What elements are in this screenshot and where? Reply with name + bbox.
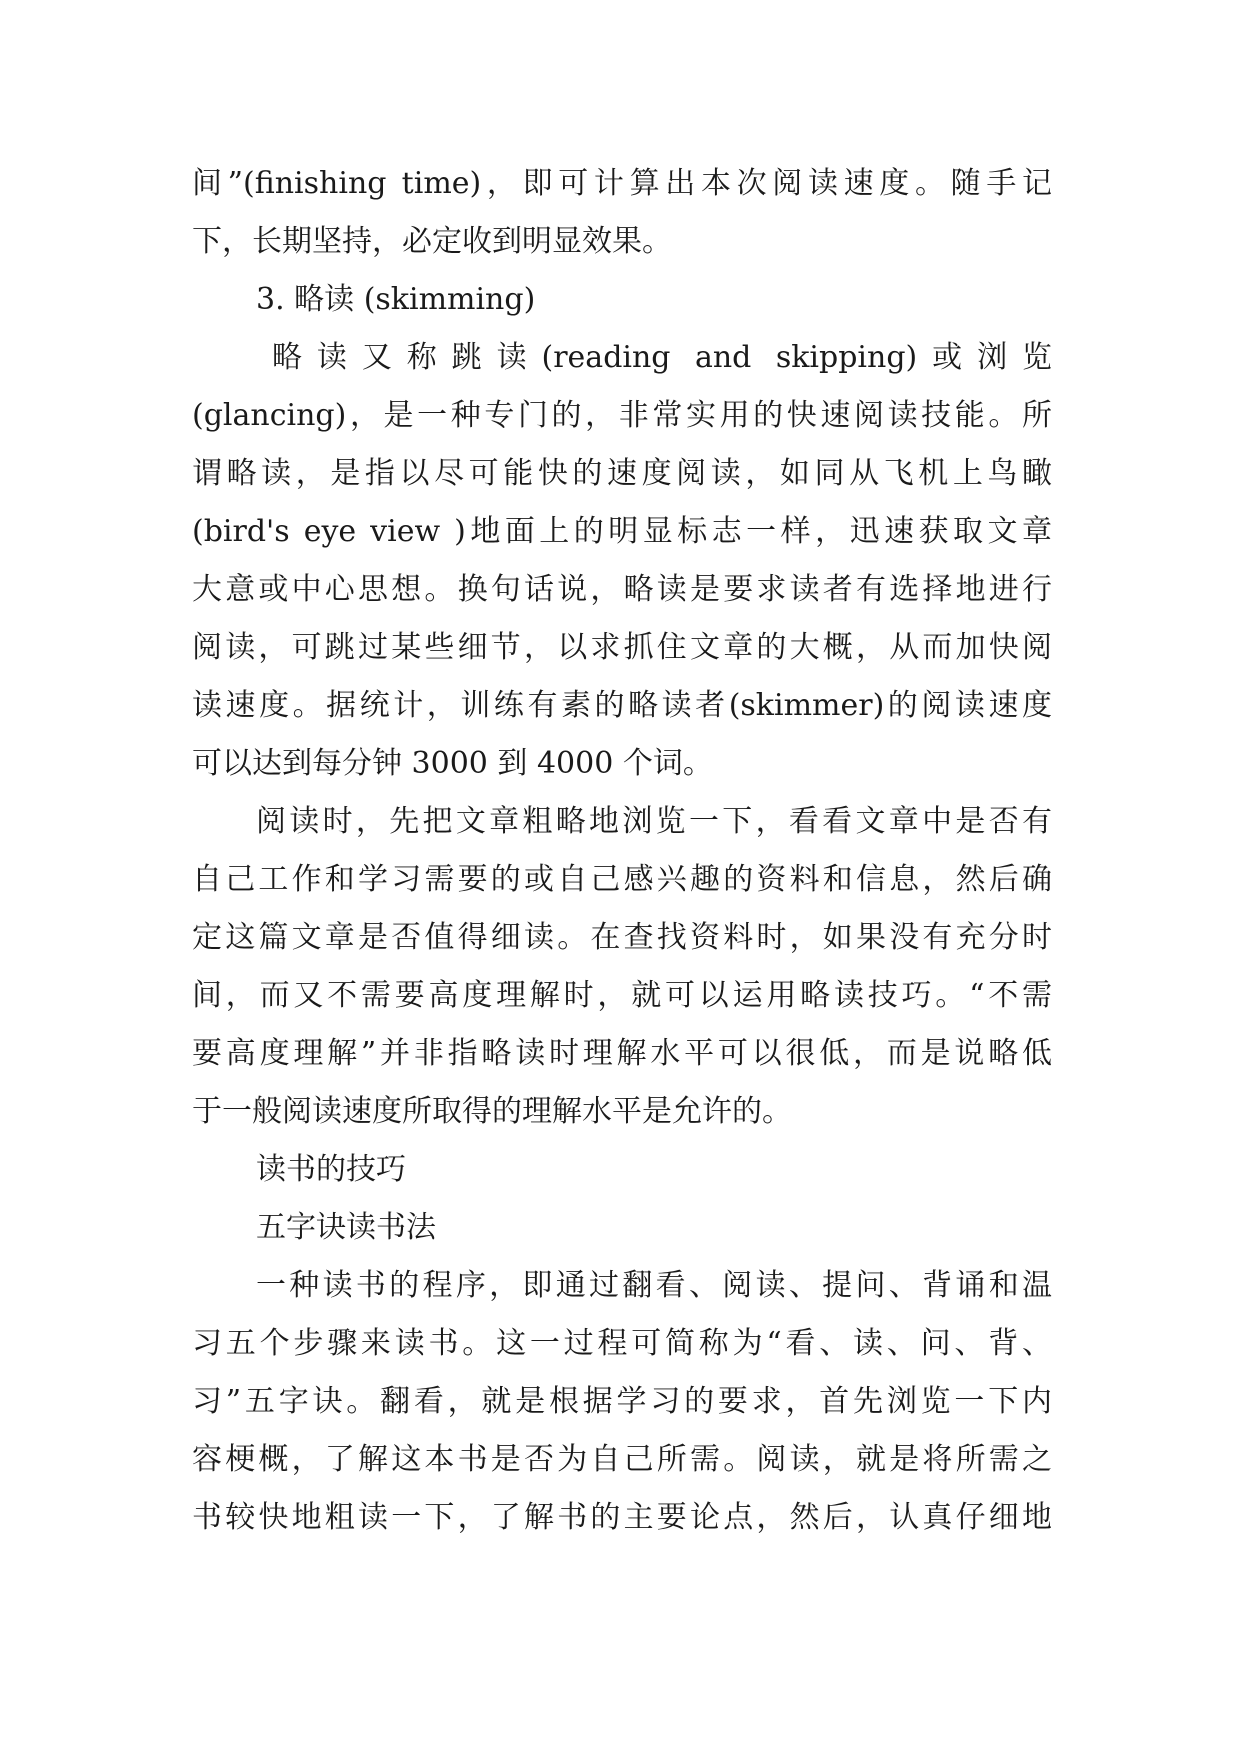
paragraph-first-line: 阅读时，先把文章粗略地浏览一下，看看文章中是否有: [256, 804, 1052, 839]
text-line: 下，长期坚持，必定收到明显效果。: [192, 224, 672, 259]
text-line: 间，而又不需要高度理解时，就可以运用略读技巧。“不需: [192, 978, 1052, 1013]
section-heading: 3. 略读 (skimming): [256, 282, 536, 317]
text-line: 读速度。据统计，训练有素的略读者(skimmer)的阅读速度: [192, 688, 1052, 723]
text-line: 自己工作和学习需要的或自己感兴趣的资料和信息，然后确: [192, 862, 1052, 897]
text-line: 大意或中心思想。换句话说，略读是要求读者有选择地进行: [192, 572, 1052, 607]
text-line: 定这篇文章是否值得细读。在查找资料时，如果没有充分时: [192, 920, 1052, 955]
text-line: 容梗概，了解这本书是否为自己所需。阅读，就是将所需之: [192, 1442, 1052, 1477]
text-line: 谓略读，是指以尽可能快的速度阅读，如同从飞机上鸟瞰: [192, 456, 1052, 491]
text-line: 间”(finishing time)，即可计算出本次阅读速度。随手记: [192, 166, 1052, 201]
section-heading: 读书的技巧: [256, 1152, 406, 1187]
text-line: 可以达到每分钟 3000 到 4000 个词。: [192, 746, 713, 781]
text-line: (glancing)，是一种专门的，非常实用的快速阅读技能。所: [192, 398, 1052, 433]
text-line: 要高度理解”并非指略读时理解水平可以很低，而是说略低: [192, 1036, 1052, 1071]
text-line: 阅读，可跳过某些细节，以求抓住文章的大概，从而加快阅: [192, 630, 1052, 665]
text-line: 书较快地粗读一下，了解书的主要论点，然后，认真仔细地: [192, 1500, 1052, 1535]
text-line: 于一般阅读速度所取得的理解水平是允许的。: [192, 1094, 792, 1129]
section-heading: 五字诀读书法: [256, 1210, 436, 1245]
paragraph-first-line: 略读又称跳读(reading and skipping)或浏览: [272, 340, 1052, 375]
paragraph-first-line: 一种读书的程序，即通过翻看、阅读、提问、背诵和温: [256, 1268, 1052, 1303]
text-line: 习五个步骤来读书。这一过程可简称为“看、读、问、背、: [192, 1326, 1052, 1361]
text-line: 习”五字诀。翻看，就是根据学习的要求，首先浏览一下内: [192, 1384, 1052, 1419]
document-body: [192, 155, 1052, 1547]
text-line: (bird's eye view )地面上的明显标志一样，迅速获取文章: [192, 514, 1052, 549]
